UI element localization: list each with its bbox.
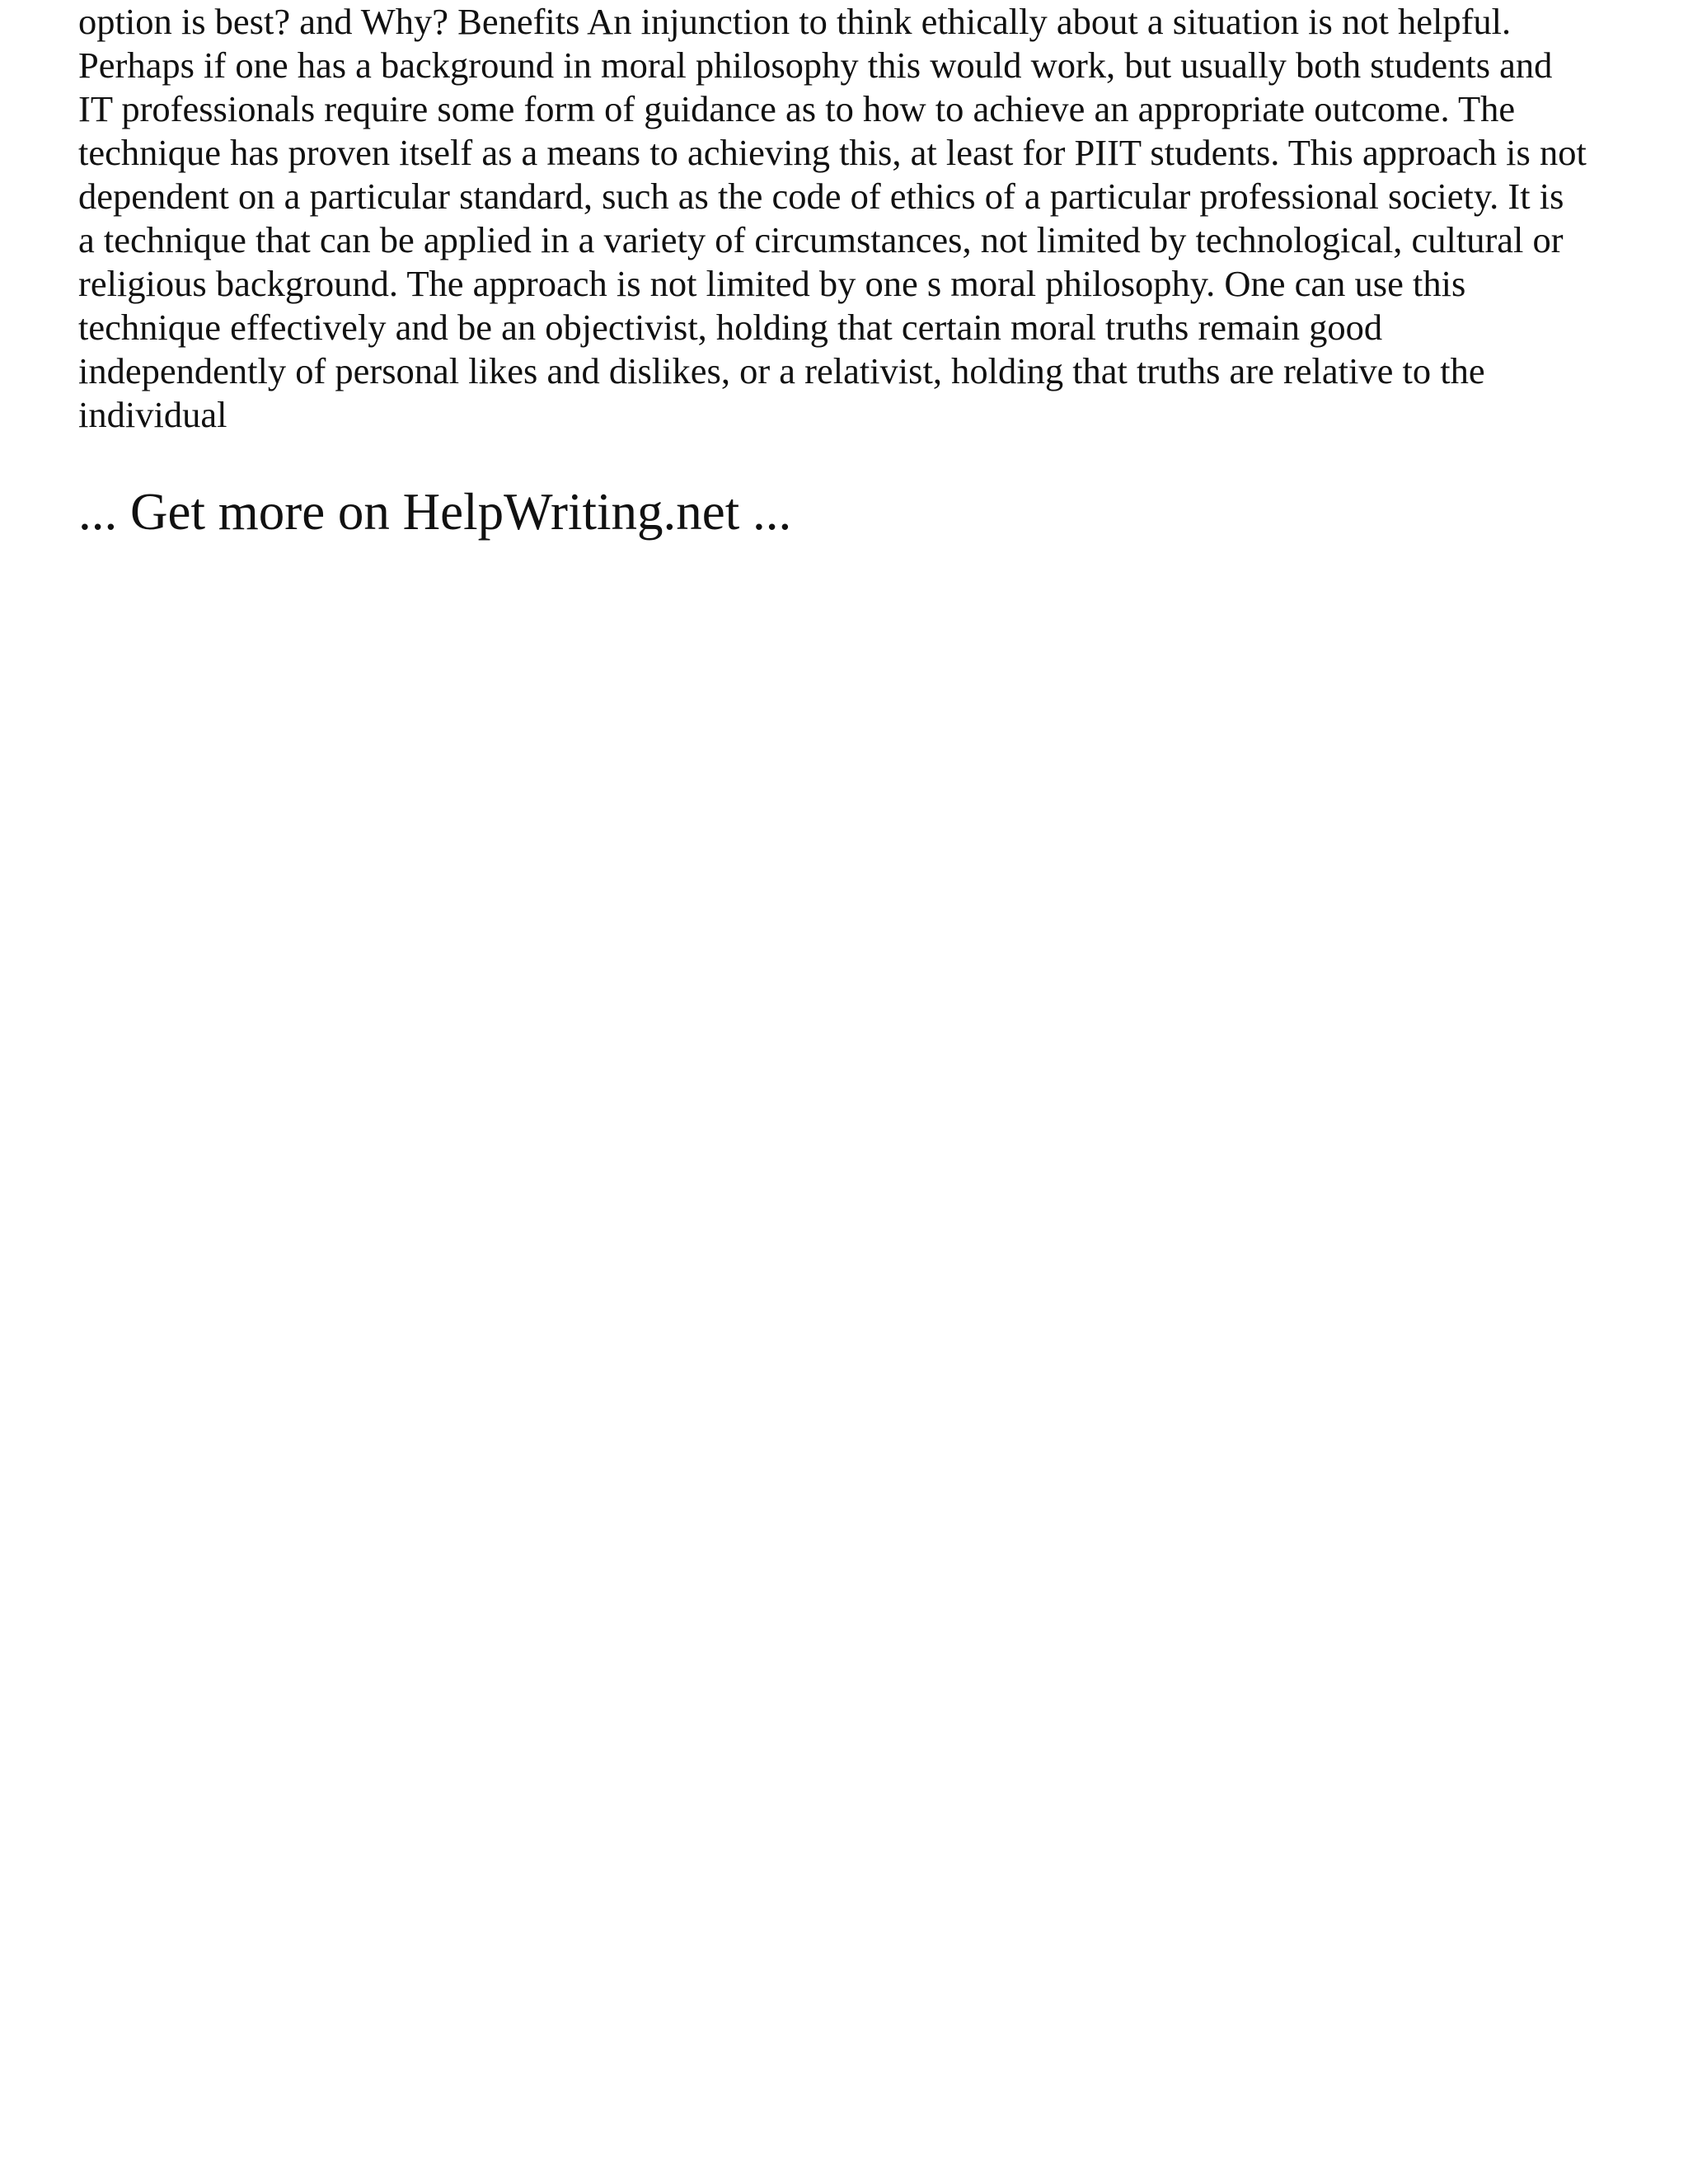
get-more-link[interactable]: ... Get more on HelpWriting.net ... xyxy=(78,483,792,541)
paragraph-line: Perhaps if one has a background in moral philosophy this would work, but usually both students and xyxy=(78,45,1553,86)
paragraph-line: dependent on a particular standard, such as the code of ethics of a particular professional society. It is xyxy=(78,176,1564,217)
paragraph-line: individual xyxy=(78,394,227,435)
paragraph-line: technique has proven itself as a means to achieving this, at least for PIIT students. This approach is not xyxy=(78,132,1587,173)
paragraph-line: a technique that can be applied in a variety of circumstances, not limited by technological, cultural or xyxy=(78,219,1564,260)
body-paragraph xyxy=(78,0,1644,437)
paragraph-line: independently of personal likes and dislikes, or a relativist, holding that truths are relative to the xyxy=(78,350,1485,391)
paragraph-line: technique effectively and be an objectivist, holding that certain moral truths remain good xyxy=(78,307,1383,348)
paragraph-line: option is best? and Why? Benefits An injunction to think ethically about a situation is not helpful. xyxy=(78,1,1512,42)
paragraph-line: religious background. The approach is not limited by one s moral philosophy. One can use this xyxy=(78,263,1466,304)
paragraph-line: IT professionals require some form of guidance as to how to achieve an appropriate outcome. The xyxy=(78,88,1516,129)
